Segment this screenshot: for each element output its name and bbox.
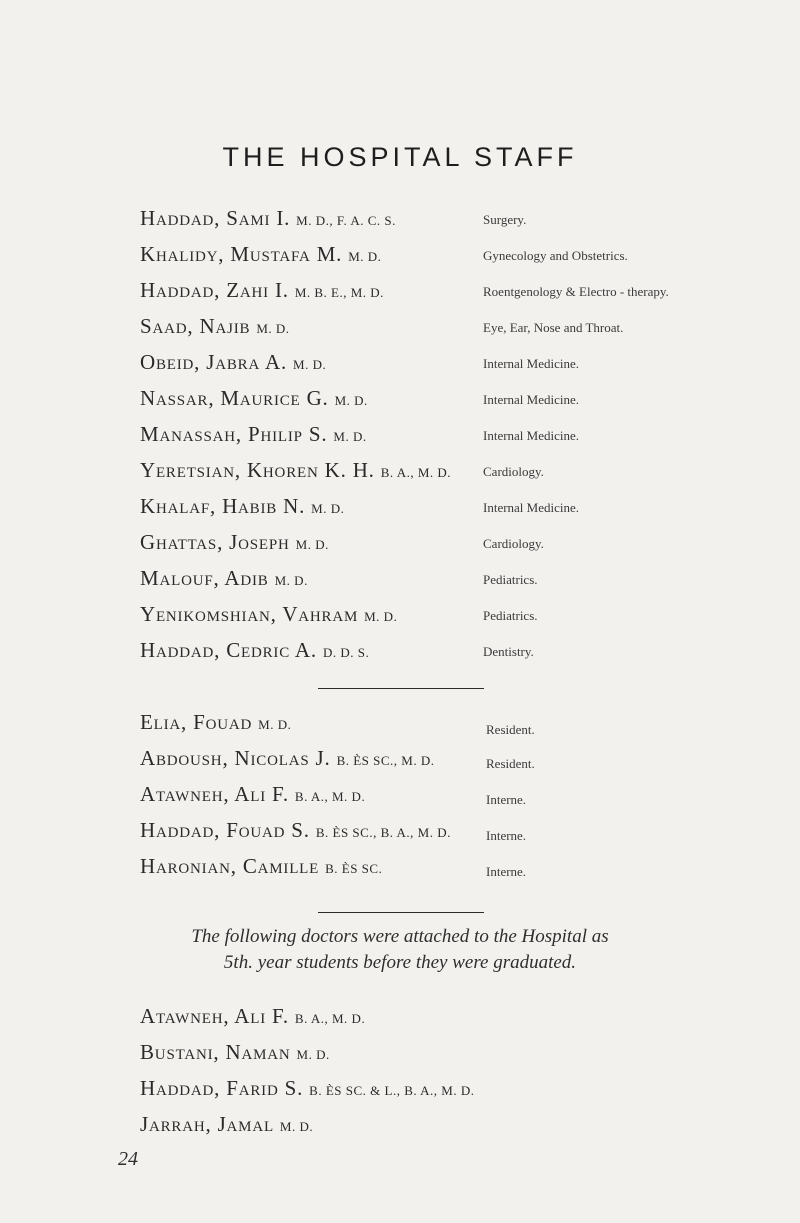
list-item	[0, 1004, 800, 1034]
student-name: Bustani, Naman M. D.	[140, 1040, 330, 1064]
list-item	[0, 530, 800, 560]
list-item	[0, 206, 800, 236]
list-item	[0, 458, 800, 488]
list-item	[0, 242, 800, 272]
resident-name: Abdoush, Nicolas J. B. ÈS SC., M. D.	[140, 746, 435, 770]
staff-specialty: Internal Medicine.	[483, 500, 580, 515]
list-item	[0, 494, 800, 524]
list-item	[0, 1040, 800, 1070]
list-item	[0, 602, 800, 632]
student-name: Haddad, Farid S. B. ÈS SC. & L., B. A., M. D.	[140, 1076, 475, 1100]
divider	[318, 688, 484, 689]
list-item	[0, 566, 800, 596]
staff-specialty: Internal Medicine.	[483, 428, 580, 443]
staff-specialty: Internal Medicine.	[483, 392, 580, 407]
resident-role: Interne.	[486, 864, 527, 879]
staff-name: Khalidy, Mustafa M. M. D.	[140, 242, 382, 266]
list-item	[0, 638, 800, 668]
page-title: THE HOSPITAL STAFF	[222, 142, 578, 172]
staff-specialty: Eye, Ear, Nose and Throat.	[483, 320, 624, 335]
staff-name: Obeid, Jabra A. M. D.	[140, 350, 327, 374]
staff-specialty: Pediatrics.	[483, 608, 538, 623]
list-item	[0, 746, 800, 776]
resident-role: Interne.	[486, 792, 527, 807]
resident-role: Resident.	[486, 756, 535, 771]
list-item	[0, 710, 800, 740]
list-item	[0, 350, 800, 380]
note-line: The following doctors were attached to the Hospital as	[191, 926, 609, 947]
staff-specialty: Cardiology.	[483, 536, 544, 551]
staff-specialty: Roentgenology & Electro - therapy.	[483, 284, 669, 299]
list-item	[0, 422, 800, 452]
staff-specialty: Surgery.	[483, 212, 527, 227]
list-item	[0, 314, 800, 344]
resident-name: Atawneh, Ali F. B. A., M. D.	[140, 782, 366, 806]
resident-role: Resident.	[486, 722, 535, 737]
staff-name: Saad, Najib M. D.	[140, 314, 290, 338]
staff-name: Haddad, Zahi I. M. B. E., M. D.	[140, 278, 384, 302]
staff-name: Haddad, Sami I. M. D., F. A. C. S.	[140, 206, 396, 230]
staff-name: Malouf, Adib M. D.	[140, 566, 308, 590]
student-name: Atawneh, Ali F. B. A., M. D.	[140, 1004, 366, 1028]
staff-specialty: Gynecology and Obstetrics.	[483, 248, 628, 263]
list-item	[0, 854, 800, 884]
student-name: Jarrah, Jamal M. D.	[140, 1112, 314, 1136]
list-item	[0, 782, 800, 812]
list-item	[0, 1112, 800, 1142]
staff-name: Yeretsian, Khoren K. H. B. A., M. D.	[140, 458, 452, 482]
page-number: 24	[118, 1148, 138, 1170]
resident-name: Haddad, Fouad S. B. ÈS SC., B. A., M. D.	[140, 818, 451, 842]
list-item	[0, 818, 800, 848]
staff-specialty: Dentistry.	[483, 644, 534, 659]
resident-name: Haronian, Camille B. ÈS SC.	[140, 854, 383, 878]
staff-name: Haddad, Cedric A. D. D. S.	[140, 638, 370, 662]
divider	[318, 912, 484, 913]
staff-specialty: Cardiology.	[483, 464, 544, 479]
staff-name: Khalaf, Habib N. M. D.	[140, 494, 345, 518]
resident-name: Elia, Fouad M. D.	[140, 710, 292, 734]
resident-role: Interne.	[486, 828, 527, 843]
staff-specialty: Pediatrics.	[483, 572, 538, 587]
staff-name: Nassar, Maurice G. M. D.	[140, 386, 368, 410]
note-line: 5th. year students before they were graduated.	[223, 952, 577, 973]
staff-name: Manassah, Philip S. M. D.	[140, 422, 367, 446]
list-item	[0, 386, 800, 416]
list-item	[0, 278, 800, 308]
staff-name: Ghattas, Joseph M. D.	[140, 530, 329, 554]
list-item	[0, 1076, 800, 1106]
staff-specialty: Internal Medicine.	[483, 356, 580, 371]
staff-name: Yenikomshian, Vahram M. D.	[140, 602, 398, 626]
